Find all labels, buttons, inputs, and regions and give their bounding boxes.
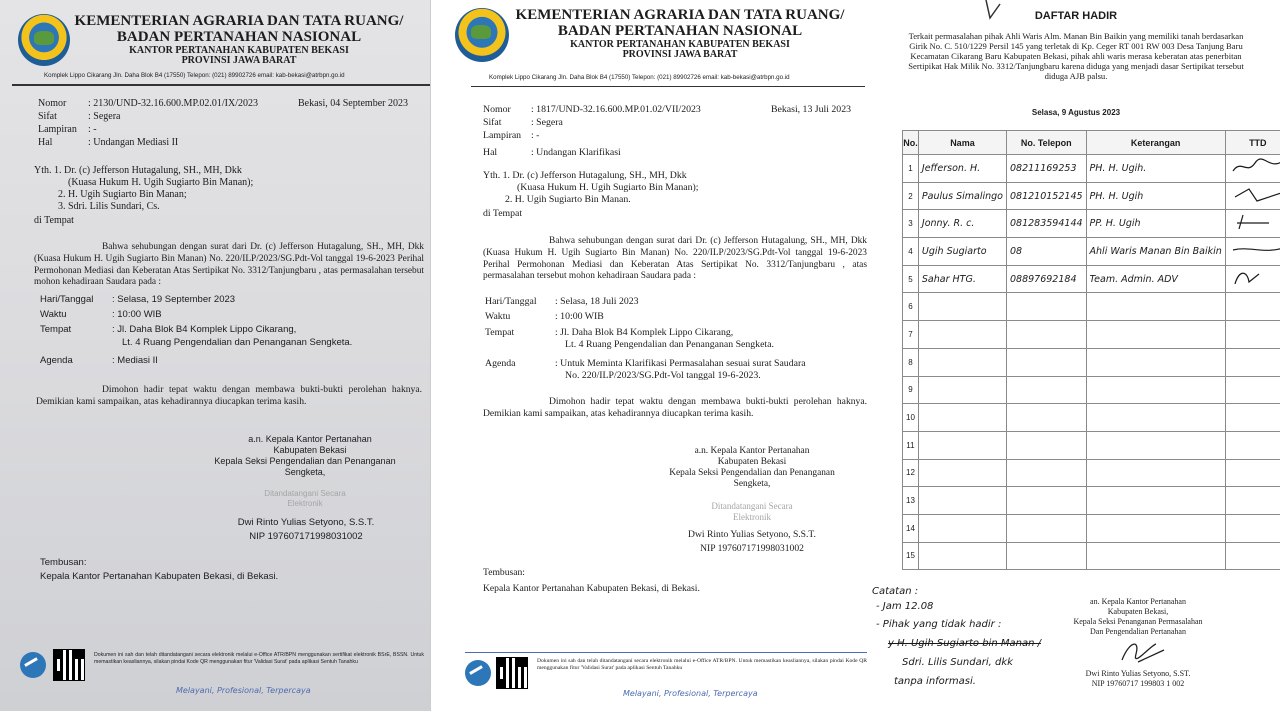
sign-line-3: Kepala Seksi Pengendalian dan Penanganan [669,468,835,478]
nomor-value: : 2130/UND-32.16.600.MP.02.01/IX/2023 [88,98,259,109]
row-number: 11 [903,431,919,459]
letter-body: Bahwa sehubungan dengan surat dari Dr. (c) Jefferson Hutagalung, SH., MH, Dkk (Kuasa Hukum H. Ugih Sugiarto Bin Manan) No. 220/ILP/2023/SG.Pdt-Vol tanggal 19-6-2023 Perihal Permohonan Mediasi dan Keberatan Atas Sertipikat No. 3312/Tanjungbaru , atas permasalahan tersebut mohon kehadiraan Saudara pada : [34,242,424,288]
bpn-logo-icon [455,8,509,62]
note-heading: Catatan : [872,586,919,597]
table-row [903,182,1280,210]
row-number: 9 [903,376,919,404]
letter-date: Bekasi, 04 September 2023 [298,98,408,109]
row-ttd [1225,376,1280,404]
table-row [903,542,1280,570]
kop-line-3: KANTOR PERTANAHAN KABUPATEN BEKASI [129,44,349,56]
row-ttd [1225,459,1280,487]
agenda-value: : Mediasi II [112,355,158,366]
table-row [903,348,1280,376]
row-ttd [1225,182,1280,210]
row-keterangan [1086,293,1225,321]
table-row [903,431,1280,459]
row-telepon: 081210152145 [1007,182,1087,210]
row-telepon [1007,376,1087,404]
row-nama: Ugih Sugiarto [918,238,1006,266]
row-nama [918,376,1006,404]
row-telepon: 08 [1007,238,1087,266]
row-keterangan: Team. Admin. ADV [1086,265,1225,293]
row-telepon [1007,542,1087,570]
row-nama [918,348,1006,376]
hari-label: Hari/Tanggal [40,294,94,305]
row-number: 10 [903,404,919,432]
kop-line-1: KEMENTERIAN AGRARIA DAN TATA RUANG/ [515,7,845,23]
kop-line-3: KANTOR PERTANAHAN KABUPATEN BEKASI [570,38,790,50]
hari-value: : Selasa, 18 Juli 2023 [555,296,639,307]
sign-line-1: a.n. Kepala Kantor Pertanahan [248,434,372,444]
col-header-ttd: TTD [1225,131,1280,155]
footer-note: Dokumen ini sah dan telah ditandatangani secara elektronik melalui e-Office ATR/BPN menggunakan sertifikat elektronik BSrE, BSSN. Untuk memastikan keasliannya, silakan pindai Kode QR menggunakan fitur 'Validasi Surat' pada aplikasi Sentuh Tanahku [94,652,424,665]
bpn-logo-icon [18,14,70,66]
esign-note-2: Elektronik [287,499,323,508]
nomor-label: Nomor [483,104,511,115]
hal-label: Hal [38,137,53,148]
signer-name: Dwi Rinto Yulias Setyono, S.ST. [1085,669,1191,678]
esign-note-2: Elektronik [733,512,771,522]
row-number: 1 [903,155,919,183]
signer-nip: NIP 197607171998031002 [700,543,804,554]
signature-icon [1229,240,1280,260]
recipient-1: Yth. 1. Dr. (c) Jefferson Hutagalung, SH., MH, Dkk [34,165,242,176]
note-line-2: - Pihak yang tidak hadir : [876,619,1002,630]
row-telepon: 081283594144 [1007,210,1087,238]
row-telepon [1007,348,1087,376]
di-tempat: di Tempat [34,215,74,226]
sign-line-1: a.n. Kepala Kantor Pertanahan [694,446,810,456]
lampiran-label: Lampiran [483,130,522,141]
kop-divider [471,86,865,87]
table-row [903,321,1280,349]
signature-icon [1229,268,1280,288]
row-number: 4 [903,238,919,266]
row-number: 14 [903,514,919,542]
agenda-label: Agenda [485,358,516,369]
attendance-date: Selasa, 9 Agustus 2023 [1031,108,1121,117]
row-nama [918,293,1006,321]
letter-closing: Dimohon hadir tepat waktu dengan membawa bukti-bukti perolehan haknya. Demikian kami sampaikan, atas kehadirannya diucapkan terima kasih. [483,396,867,419]
attendance-table [902,130,1280,570]
row-telepon [1007,404,1087,432]
letter-date: Bekasi, 13 Juli 2023 [771,104,852,115]
row-nama [918,542,1006,570]
motto: Melayani, Profesional, Terpercaya [623,689,758,698]
table-row [903,514,1280,542]
row-ttd [1225,542,1280,570]
kop-divider [12,84,432,86]
row-nama [918,321,1006,349]
agenda-value: : Untuk Meminta Klarifikasi Permasalahan sesuai surat Saudara [555,358,806,369]
sign-line-3: Kepala Seksi Penanganan Permasalahan [1073,617,1203,626]
sign-line-4: Sengketa, [284,467,326,477]
col-header-keterangan: Keterangan [1086,131,1225,155]
bsre-logo-icon [465,660,491,686]
hal-value: : Undangan Klarifikasi [531,147,621,158]
row-number: 8 [903,348,919,376]
lampiran-label: Lampiran [38,124,77,135]
row-keterangan [1086,404,1225,432]
table-row [903,459,1280,487]
row-ttd [1225,404,1280,432]
row-number: 2 [903,182,919,210]
tempat-value-2: Lt. 4 Ruang Pengendalian dan Penanganan Sengketa. [122,337,353,348]
kop-line-4: PROVINSI JAWA BARAT [622,49,738,60]
table-row [903,404,1280,432]
row-keterangan [1086,376,1225,404]
waktu-value: : 10:00 WIB [112,309,162,320]
row-number: 7 [903,321,919,349]
kop-address: Komplek Lippo Cikarang Jln. Daha Blok B4 (17550) Telepon: (021) 89902726 email: kab-bekasi@atrbpn.go.id [44,72,345,79]
tembusan-label: Tembusan: [483,567,525,578]
sign-line-2: Kabupaten Bekasi [273,445,347,455]
row-keterangan: PP. H. Ugih [1086,210,1225,238]
tembusan-label: Tembusan: [40,557,87,568]
row-number: 12 [903,459,919,487]
row-nama: Sahar HTG. [918,265,1006,293]
row-ttd [1225,431,1280,459]
tempat-label: Tempat [40,324,72,335]
letter-closing: Dimohon hadir tepat waktu dengan membawa bukti-bukti perolehan haknya. Demikian kami sampaikan, atas kehadirannya diucapkan terima kasih. [36,384,422,407]
esign-note-1: Ditandatangani Secara [264,489,346,498]
sifat-label: Sifat [483,117,502,128]
attendance-title: DAFTAR HADIR [1034,10,1118,22]
row-telepon [1007,321,1087,349]
waktu-value: : 10:00 WIB [555,311,604,322]
footer-note: Dokumen ini sah dan telah ditandatangani secara elektronik melalui e-Office ATR/BPN. Untuk memastikan keasliannya, silakan pindai Kode QR menggunakan fitur 'Validasi Surat' pada aplikasi Sentuh Tanahku [537,658,867,672]
table-row [903,238,1280,266]
hari-label: Hari/Tanggal [485,296,537,307]
row-nama: Paulus Simalingo [918,182,1006,210]
col-header-no: No. [903,131,919,155]
signature-icon [1116,636,1176,668]
row-telepon: 08897692184 [1007,265,1087,293]
letter-body: Bahwa sehubungan dengan surat dari Dr. (c) Jefferson Hutagalung, SH., MH, Dkk (Kuasa Hukum H. Ugih Sugiarto Bin Manan) No. 220/ILP/2023/SG.Pdt-Vol tanggal 19-6-2023 Perihal Permohonan Mediasi dan Keberatan Atas Sertipikat No. 3312/Tanjungbaru , atas permasalahan tersebut mohon kehadiraan Saudara pada : [483,236,867,282]
waktu-label: Waktu [40,309,67,320]
row-keterangan [1086,321,1225,349]
sign-line-3: Kepala Seksi Pengendalian dan Penanganan [214,456,396,466]
recipient-1-note: (Kuasa Hukum H. Ugih Sugiarto Bin Manan); [517,182,699,193]
row-keterangan: PH. H. Ugih [1086,182,1225,210]
attendance-panel [872,0,1280,711]
table-row [903,293,1280,321]
signer-nip: NIP 19760717 199803 1 002 [1091,679,1185,688]
row-ttd [1225,293,1280,321]
row-number: 6 [903,293,919,321]
signature-icon [1229,185,1280,205]
row-nama [918,487,1006,515]
row-nama [918,404,1006,432]
letterhead [515,8,845,61]
sign-line-1: an. Kepala Kantor Pertanahan [1090,597,1186,606]
row-ttd [1225,487,1280,515]
kop-line-4: PROVINSI JAWA BARAT [181,55,297,66]
table-row [903,155,1280,183]
tempat-value: : Jl. Daha Blok B4 Komplek Lippo Cikarang, [112,324,297,335]
col-header-nama: Nama [918,131,1006,155]
lampiran-value: : - [88,124,97,135]
nomor-label: Nomor [38,98,67,109]
row-ttd [1225,238,1280,266]
signer-name: Dwi Rinto Yulias Setyono, S.S.T. [237,517,375,528]
row-keterangan [1086,514,1225,542]
row-number: 15 [903,542,919,570]
table-header-row [903,131,1280,155]
note-line-3: y H. Ugih Sugiarto bin Manan / [888,638,1041,649]
row-telepon [1007,293,1087,321]
row-ttd [1225,210,1280,238]
footer-divider [465,652,867,653]
row-keterangan [1086,542,1225,570]
recipient-1: Yth. 1. Dr. (c) Jefferson Hutagalung, SH., MH, Dkk [483,170,687,181]
hari-value: : Selasa, 19 September 2023 [112,294,236,305]
bsre-logo-icon [20,652,46,678]
signature-icon [1229,157,1280,177]
sign-line-4: Dan Pengendalian Pertanahan [1090,627,1186,636]
recipient-1-note: (Kuasa Hukum H. Ugih Sugiarto Bin Manan); [68,177,254,188]
di-tempat: di Tempat [483,208,523,219]
row-number: 13 [903,487,919,515]
tembusan-item: Kepala Kantor Pertanahan Kabupaten Bekasi, di Bekasi. [483,583,700,594]
row-keterangan [1086,431,1225,459]
hal-value: : Undangan Mediasi II [88,137,179,148]
col-header-telepon: No. Telepon [1007,131,1087,155]
row-telepon [1007,514,1087,542]
kop-line-1: KEMENTERIAN AGRARIA DAN TATA RUANG/ [74,13,404,29]
row-ttd [1225,265,1280,293]
tempat-value-2: Lt. 4 Ruang Pengendalian dan Penanganan Sengketa. [565,339,774,350]
recipient-3: 3. Sdri. Lilis Sundari, Cs. [58,201,160,212]
waktu-label: Waktu [485,311,511,322]
motto: Melayani, Profesional, Terpercaya [176,686,311,695]
agenda-label: Agenda [40,355,73,366]
letterhead [74,14,404,67]
row-ttd [1225,155,1280,183]
row-nama: Jonny. R. c. [918,210,1006,238]
row-ttd [1225,321,1280,349]
signature-icon [1229,213,1280,233]
sign-line-4: Sengketa, [733,479,771,489]
note-line-4: Sdri. Lilis Sundari, dkk [902,657,1013,668]
letter-mediasi-panel [0,0,444,711]
table-row [903,265,1280,293]
row-telepon [1007,487,1087,515]
tempat-value: : Jl. Daha Blok B4 Komplek Lippo Cikarang, [555,327,734,338]
tempat-label: Tempat [485,327,515,338]
kop-address: Komplek Lippo Cikarang Jln. Daha Blok B4 (17550) Telepon: (021) 89902726 email: kab-bekasi@atrbpn.go.id [489,74,790,81]
sign-line-2: Kabupaten Bekasi [717,457,787,467]
nomor-value: : 1817/UND-32.16.600.MP.01.02/VII/2023 [531,104,701,115]
signer-nip: NIP 197607171998031002 [249,531,363,542]
row-nama [918,459,1006,487]
recipient-2: 2. H. Ugih Sugiarto Bin Manan; [58,189,187,200]
tembusan-item: Kepala Kantor Pertanahan Kabupaten Bekasi, di Bekasi. [40,571,279,582]
note-line-1: - Jam 12.08 [876,601,934,612]
recipient-2: 2. H. Ugih Sugiarto Bin Manan. [505,194,631,205]
signer-name: Dwi Rinto Yulias Setyono, S.S.T. [688,529,816,540]
row-keterangan [1086,487,1225,515]
row-number: 5 [903,265,919,293]
hal-label: Hal [483,147,498,158]
kop-line-2: BADAN PERTANAHAN NASIONAL [116,28,362,45]
sign-line-2: Kabupaten Bekasi, [1107,607,1169,616]
row-keterangan: Ahli Waris Manan Bin Baikin [1086,238,1225,266]
lampiran-value: : - [531,130,540,141]
kop-line-2: BADAN PERTANAHAN NASIONAL [557,22,803,39]
row-keterangan [1086,348,1225,376]
table-row [903,210,1280,238]
table-row [903,487,1280,515]
row-number: 3 [903,210,919,238]
row-ttd [1225,514,1280,542]
row-telepon: 08211169253 [1007,155,1087,183]
row-nama: Jefferson. H. [918,155,1006,183]
esign-note-1: Ditandatangani Secara [711,501,793,511]
attendance-intro: Terkait permasalahan pihak Ahli Waris Alm. Manan Bin Baikin yang memiliki tanah berdasarkan Girik No. C. 510/1229 Persil 145 yang terletak di Kp. Ceger RT 001 RW 003 Desa Tanjung Baru Kecamatan Cikarang Baru Kabupaten Bekasi, pihak ahli waris merasa keberatan atas penerbitan Sertipikat Hak Milik No. 3312/Tanjungbaru karena diduga yang menjadi dasar Sertipikat tersebut diduga AJB palsu. [908,31,1244,81]
qr-code-icon [497,658,527,688]
qr-code-icon [54,650,84,680]
agenda-value-2: No. 220/ILP/2023/SG.Pdt-Vol tanggal 19-6-2023. [565,370,761,381]
row-keterangan [1086,459,1225,487]
sifat-label: Sifat [38,111,57,122]
table-row [903,376,1280,404]
letter-klarifikasi-panel [430,0,868,711]
sifat-value: : Segera [531,117,563,128]
sifat-value: : Segera [88,111,121,122]
row-telepon [1007,431,1087,459]
row-nama [918,514,1006,542]
row-keterangan: PH. H. Ugih. [1086,155,1225,183]
row-telepon [1007,459,1087,487]
row-nama [918,431,1006,459]
note-line-5: tanpa informasi. [894,676,976,687]
row-ttd [1225,348,1280,376]
